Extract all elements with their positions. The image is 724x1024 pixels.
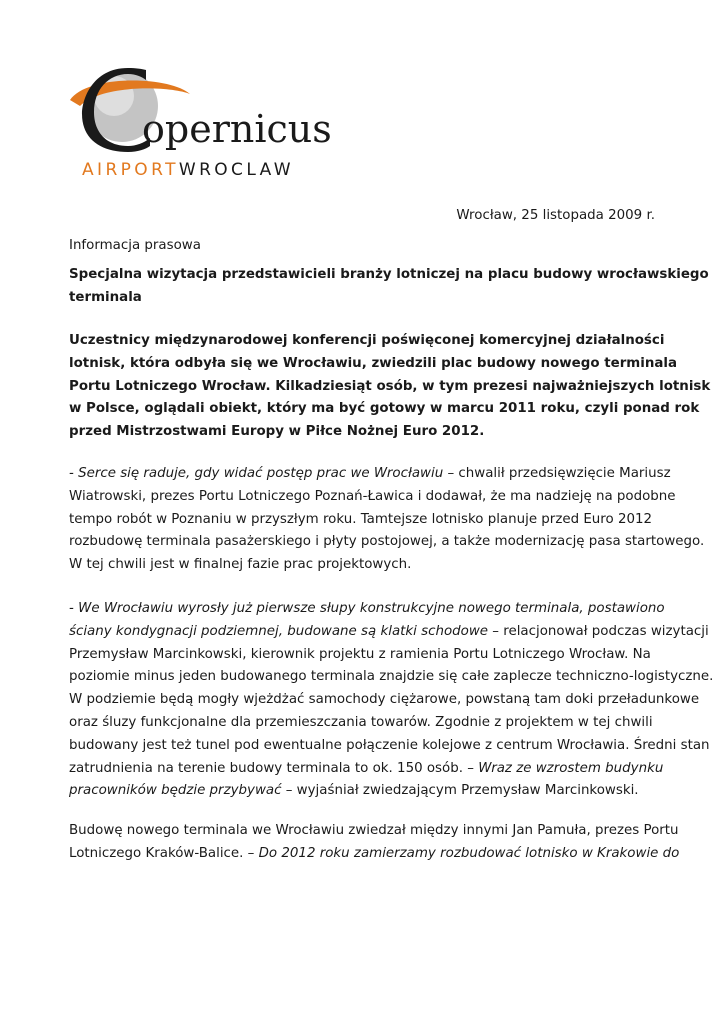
- quote-text: ściany kondygnacji podziemnej, budowane są klatki schodowe: [69, 623, 489, 639]
- paragraph-line: W podziemie będą mogły wjeżdżać samochody ciężarowe, powstaną tam doki przeładunkowe: [69, 692, 700, 708]
- logo-sub-airport: AIRPORT: [82, 160, 179, 180]
- lead-line: Uczestnicy międzynarodowej konferencji poświęconej komercyjnej działalności: [69, 333, 665, 348]
- paragraph-line: tempo robót w Poznaniu w przyszłym roku. Tamtejsze lotnisko planuje przed Euro 2012: [69, 511, 653, 527]
- document-date: Wrocław, 25 listopada 2009 r.: [456, 208, 655, 223]
- paragraph-wiatrowski: [69, 463, 705, 577]
- paragraph-line: [69, 598, 665, 621]
- quote-text: Wraz ze wzrostem budynku: [478, 760, 664, 776]
- body-text: Lotniczego Kraków-Balice. –: [69, 845, 259, 861]
- paragraph-line: Wiatrowski, prezes Portu Lotniczego Poznań-Ławica i dodawał, że ma nadzieję na podobne: [69, 488, 676, 504]
- paragraph-line: rozbudowę terminala pasażerskiego i płyty postojowej, a także modernizację pasa startowego.: [69, 534, 705, 550]
- paragraph-line: budowany jest też tunel pod ewentualne połączenie kolejowe z centrum Wrocławia. Średni stan: [69, 737, 710, 753]
- paragraph-marcinkowski: [69, 598, 714, 803]
- paragraph-line: [69, 843, 680, 866]
- body-text: – wyjaśniał zwiedzającym Przemysław Marcinkowski.: [281, 783, 639, 799]
- body-text: – relacjonował podczas wizytacji: [488, 623, 709, 639]
- lead-line: przed Mistrzostwami Europy w Piłce Nożnej Euro 2012.: [69, 424, 485, 440]
- document-kind: Informacja prasowa: [69, 238, 201, 253]
- lead-line: Portu Lotniczego Wrocław. Kilkadziesiąt osób, w tym prezesi najważniejszych lotnisk: [69, 378, 711, 394]
- paragraph-line: oraz śluzy funkcjonalne dla przemieszczania towarów. Zgodnie z projektem w tej chwili: [69, 714, 653, 730]
- logo-sub-city: WROCLAW: [178, 160, 294, 180]
- quote-text: - Serce się raduje, gdy widać postęp prac we Wrocławiu: [69, 466, 444, 481]
- quote-text: Do 2012 roku zamierzamy rozbudować lotnisko w Krakowie do: [258, 845, 680, 861]
- paragraph-line: poziomie minus jeden budowanego terminala znajdzie się całe zaplecze techniczno-logistyczne.: [69, 669, 714, 685]
- paragraph-line: [69, 463, 671, 486]
- logo-wordmark: opernicus: [142, 107, 332, 151]
- paragraph-line: Budowę nowego terminala we Wrocławiu zwiedzał między innymi Jan Pamuła, prezes Portu: [69, 823, 679, 838]
- headline-line: terminala: [69, 289, 142, 305]
- quote-text: pracowników będzie przybywać: [69, 783, 282, 799]
- lead-line: w Polsce, oglądali obiekt, który ma być gotowy w marcu 2011 roku, czyli ponad rok: [69, 401, 700, 417]
- headline-line: Specjalna wizytacja przedstawicieli branży lotniczej na placu budowy wrocławskiego: [69, 267, 709, 282]
- logo-subtitle: [82, 160, 294, 180]
- body-text: zatrudnienia na terenie budowy terminala to ok. 150 osób. –: [69, 760, 479, 776]
- lead-paragraph: [69, 330, 711, 444]
- paragraph-line: W tej chwili jest w finalnej fazie prac projektowych.: [69, 557, 412, 573]
- quote-text: - We Wrocławiu wyrosły już pierwsze słupy konstrukcyjne nowego terminala, postawiono: [69, 601, 665, 616]
- lead-line: lotnisk, która odbyła się we Wrocławiu, zwiedzili plac budowy nowego terminala: [69, 355, 678, 371]
- paragraph-line: [69, 758, 664, 781]
- copernicus-airport-logo: [62, 62, 342, 186]
- body-text: – chwalił przedsięwzięcie Mariusz: [443, 466, 671, 481]
- paragraph-pamula: [69, 820, 680, 866]
- paragraph-line: [69, 780, 657, 803]
- paragraph-line: [69, 621, 709, 644]
- paragraph-line: Przemysław Marcinkowski, kierownik projektu z ramienia Portu Lotniczego Wrocław. Na: [69, 646, 651, 662]
- headline: [69, 264, 709, 310]
